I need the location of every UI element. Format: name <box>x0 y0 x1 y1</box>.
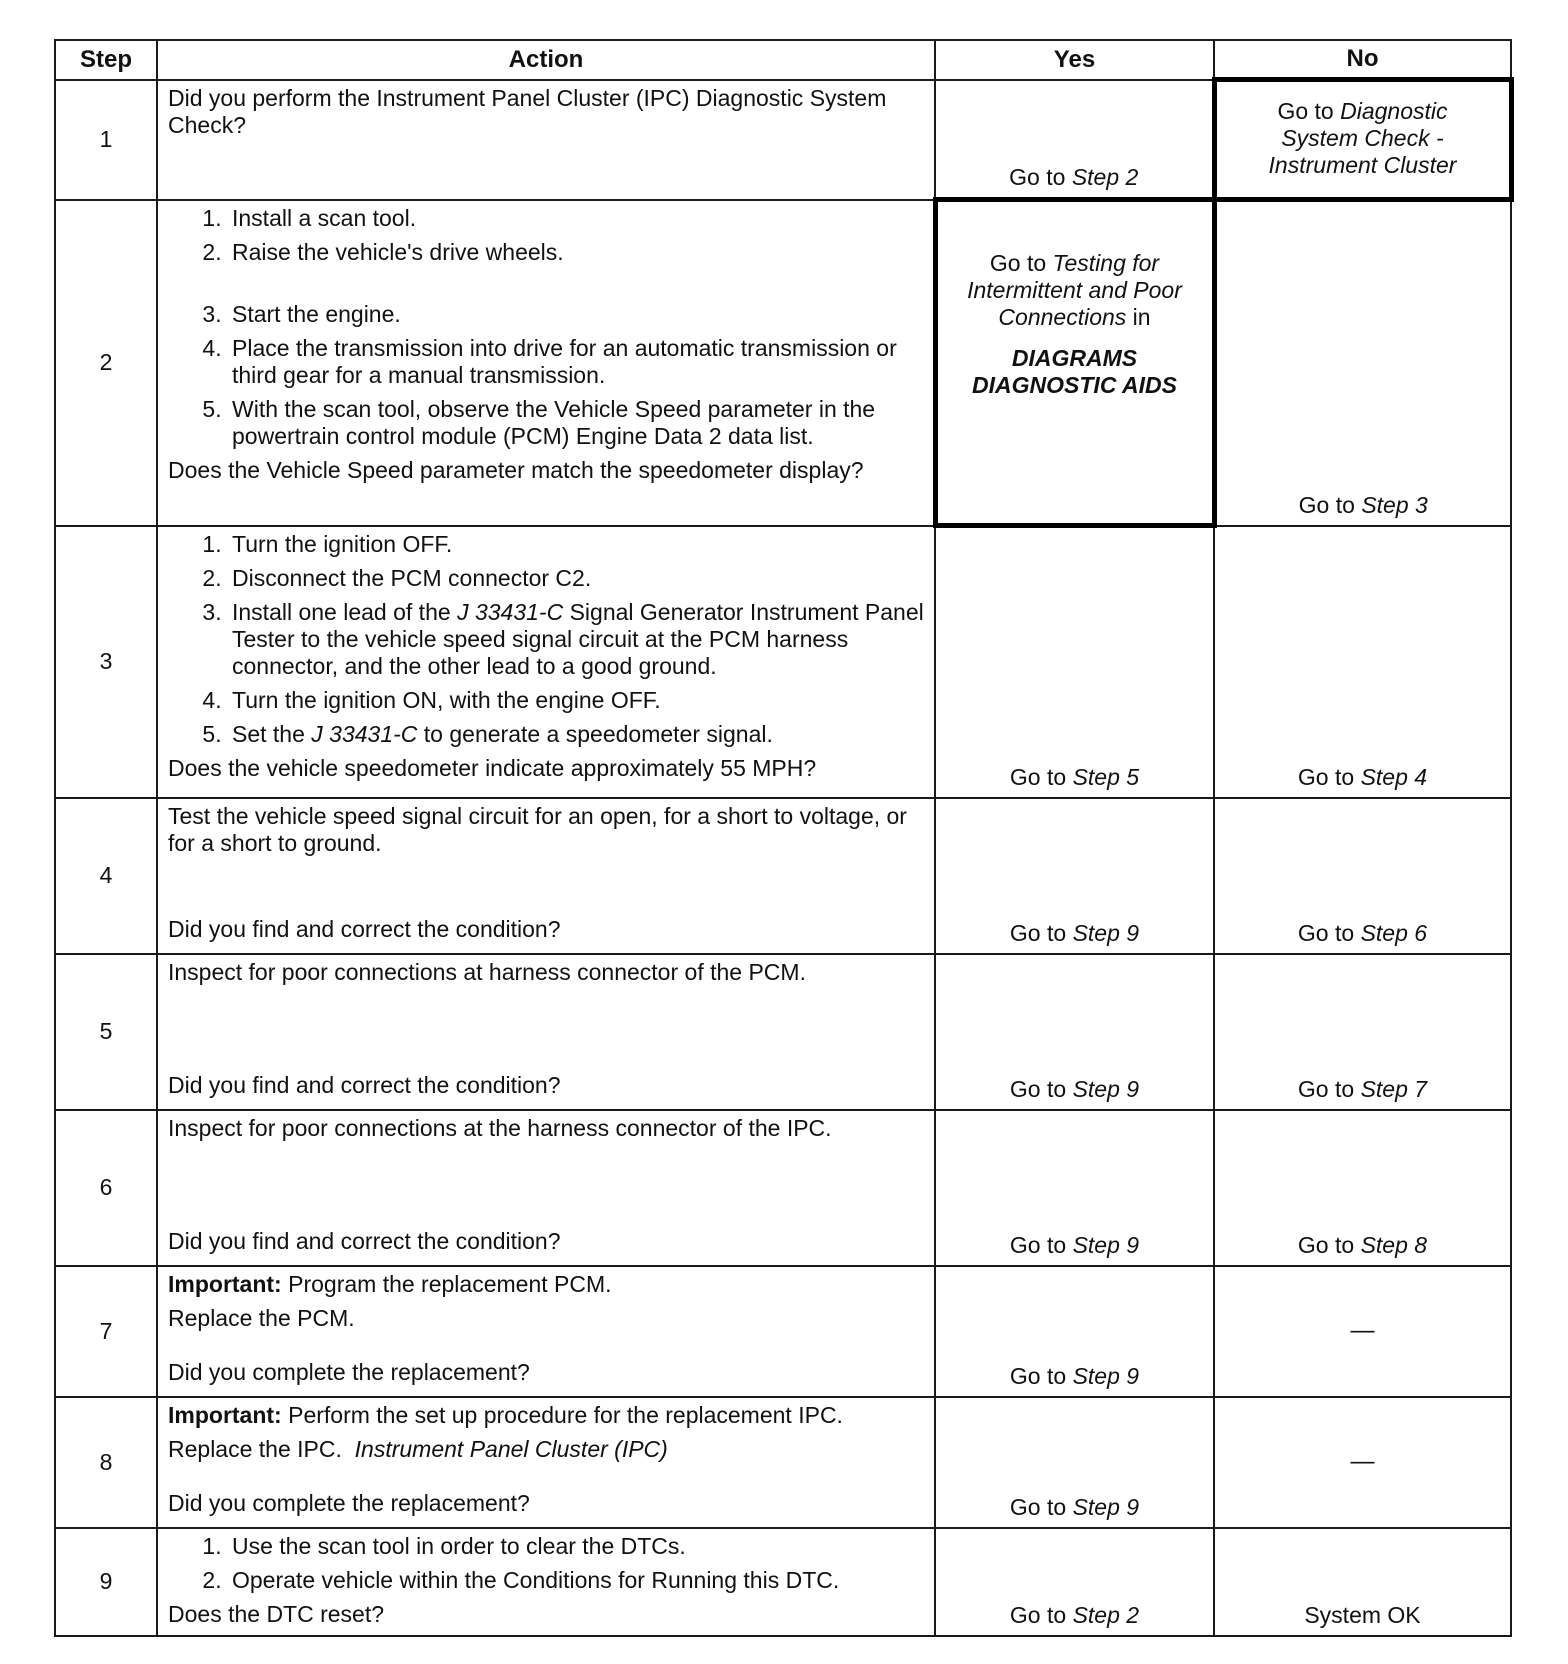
no-cell <box>1214 1397 1511 1528</box>
list-item: 1. Turn the ignition OFF. <box>228 531 924 558</box>
no-cell <box>1214 1528 1511 1636</box>
yes-ref: Intermittent and Poor <box>967 277 1182 303</box>
no-step-ref: Step 8 <box>1360 1231 1428 1258</box>
step-number: 5 <box>55 954 157 1110</box>
action-question: Did you complete the replacement? <box>168 1358 530 1385</box>
yes-step-ref: Step 9 <box>1072 919 1140 946</box>
table-row <box>55 798 1511 954</box>
action-cell <box>157 526 935 798</box>
step-number: 9 <box>55 1528 157 1636</box>
goto-label: Go to <box>1297 763 1355 790</box>
yes-cell <box>935 1397 1214 1528</box>
yes-section: DIAGNOSTIC AIDS <box>972 372 1177 398</box>
important-label: Important: <box>168 1270 282 1297</box>
yes-cell <box>935 1266 1214 1397</box>
important-text: Program the replacement PCM. <box>288 1270 612 1297</box>
no-cell <box>1214 80 1511 200</box>
step-number: 7 <box>55 1266 157 1397</box>
yes-in: in <box>1132 304 1151 330</box>
list-item <box>228 599 924 680</box>
item-text: to generate a speedometer signal. <box>423 720 773 747</box>
action-cell <box>157 1397 935 1528</box>
no-step-ref: Step 6 <box>1360 919 1428 946</box>
goto-label: Go to <box>1009 1231 1067 1258</box>
no-step-ref: Step 3 <box>1361 491 1428 518</box>
goto-label: Go to <box>1009 763 1067 790</box>
table-row <box>55 80 1511 200</box>
yes-cell <box>935 80 1214 200</box>
yes-step-ref: Step 9 <box>1072 1362 1140 1389</box>
item-text: Signal Generator Instrument Panel Tester to the vehicle speed signal circuit at the PCM harness connector, and the other lead to a good ground. <box>232 598 924 679</box>
list-item: 1. Use the scan tool in order to clear the DTCs. <box>228 1533 924 1560</box>
goto-label: Go to <box>1277 98 1334 124</box>
list-item: 2. Disconnect the PCM connector C2. <box>228 565 924 592</box>
yes-cell <box>935 798 1214 954</box>
table-row <box>55 1397 1511 1528</box>
action-text: Test the vehicle speed signal circuit for an open, for a short to voltage, or for a short to ground. <box>168 802 907 856</box>
no-ref: Instrument Cluster <box>1268 152 1457 178</box>
yes-step-ref: Step 2 <box>1072 1601 1140 1628</box>
yes-section: DIAGRAMS <box>1011 345 1138 371</box>
action-cell <box>157 200 935 526</box>
step-list <box>168 531 924 748</box>
list-item: 4. Place the transmission into drive for an automatic transmission or third gear for a manual transmission. <box>228 335 923 389</box>
header-step: Step <box>55 40 157 80</box>
no-cell <box>1214 798 1511 954</box>
table-row <box>55 1266 1511 1397</box>
yes-cell <box>935 954 1214 1110</box>
action-question: Did you find and correct the condition? <box>168 915 561 942</box>
no-dash: — <box>1350 1316 1375 1344</box>
goto-label: Go to <box>1009 1075 1067 1102</box>
no-ref: System Check - <box>1281 125 1444 151</box>
action-question: Did you find and correct the condition? <box>168 1227 561 1254</box>
important-text: Perform the set up procedure for the replacement IPC. <box>288 1401 843 1428</box>
tool-ref: J 33431-C <box>457 598 564 625</box>
yes-step-ref: Step 9 <box>1072 1231 1140 1258</box>
step-number: 4 <box>55 798 157 954</box>
goto-label: Go to <box>1009 164 1066 190</box>
yes-cell <box>935 526 1214 798</box>
header-action: Action <box>157 40 935 80</box>
header-no: No <box>1214 40 1511 80</box>
diagnostic-table <box>54 39 1514 1637</box>
action-cell <box>157 954 935 1110</box>
action-question: Does the Vehicle Speed parameter match the speedometer display? <box>168 456 864 483</box>
action-text: Replace the PCM. <box>168 1304 355 1331</box>
no-cell <box>1214 526 1511 798</box>
goto-label: Go to <box>1009 919 1067 946</box>
yes-ref: Testing for <box>1052 250 1160 276</box>
step-number: 1 <box>55 80 157 200</box>
yes-step-ref: Step 9 <box>1072 1075 1140 1102</box>
step-number: 6 <box>55 1110 157 1266</box>
list-item: 2. Raise the vehicle's drive wheels. <box>228 239 923 266</box>
goto-label: Go to <box>1297 919 1355 946</box>
action-cell <box>157 1110 935 1266</box>
action-cell <box>157 1528 935 1636</box>
goto-label: Go to <box>1009 1362 1067 1389</box>
no-cell <box>1214 1266 1511 1397</box>
goto-label: Go to <box>1009 1601 1067 1628</box>
list-item: 4. Turn the ignition ON, with the engine OFF. <box>228 687 924 714</box>
tool-ref: J 33431-C <box>311 720 418 747</box>
goto-label: Go to <box>989 250 1047 276</box>
yes-step-ref: Step 5 <box>1072 763 1140 790</box>
goto-label: Go to <box>1298 491 1355 518</box>
no-ref: Diagnostic <box>1340 98 1448 124</box>
list-item: 2. Operate vehicle within the Conditions for Running this DTC. <box>228 1567 924 1594</box>
header-yes: Yes <box>935 40 1214 80</box>
step-number: 3 <box>55 526 157 798</box>
action-question: Does the DTC reset? <box>168 1600 385 1627</box>
action-text: Inspect for poor connections at harness connector of the PCM. <box>168 958 806 985</box>
important-label: Important: <box>168 1401 282 1428</box>
goto-label: Go to <box>1297 1231 1355 1258</box>
yes-cell <box>935 1528 1214 1636</box>
no-result: System OK <box>1304 1601 1421 1628</box>
action-text: Did you perform the Instrument Panel Cluster (IPC) Diagnostic System Check? <box>168 84 887 138</box>
list-item: 3. Start the engine. <box>228 301 923 328</box>
action-cell <box>157 80 935 200</box>
no-step-ref: Step 7 <box>1360 1075 1428 1102</box>
list-item: 5. With the scan tool, observe the Vehicle Speed parameter in the powertrain control module (PCM) Engine Data 2 data list. <box>228 396 923 450</box>
list-item <box>228 721 924 748</box>
goto-label: Go to <box>1009 1493 1067 1520</box>
item-text: Set the <box>232 720 305 747</box>
table-row <box>55 526 1511 798</box>
action-text: Inspect for poor connections at the harness connector of the IPC. <box>168 1114 832 1141</box>
yes-ref: Connections <box>998 304 1127 330</box>
action-text: Replace the IPC. <box>168 1435 342 1462</box>
item-text: Install one lead of the <box>232 598 451 625</box>
action-question: Did you complete the replacement? <box>168 1489 530 1516</box>
no-dash: — <box>1350 1447 1375 1475</box>
table-row <box>55 1528 1511 1636</box>
table-row <box>55 1110 1511 1266</box>
no-cell <box>1214 200 1511 526</box>
yes-step-ref: Step 2 <box>1071 164 1139 190</box>
procedure-ref: Instrument Panel Cluster (IPC) <box>354 1435 668 1462</box>
yes-cell <box>935 1110 1214 1266</box>
yes-cell <box>935 200 1214 526</box>
no-cell <box>1214 1110 1511 1266</box>
action-question: Did you find and correct the condition? <box>168 1071 561 1098</box>
action-question: Does the vehicle speedometer indicate approximately 55 MPH? <box>168 754 817 781</box>
step-number: 8 <box>55 1397 157 1528</box>
table-row <box>55 200 1511 526</box>
goto-label: Go to <box>1297 1075 1355 1102</box>
header-row <box>55 40 1511 80</box>
step-list <box>168 205 923 450</box>
step-number: 2 <box>55 200 157 526</box>
yes-step-ref: Step 9 <box>1072 1493 1140 1520</box>
table-row <box>55 954 1511 1110</box>
action-cell <box>157 1266 935 1397</box>
no-cell <box>1214 954 1511 1110</box>
action-cell <box>157 798 935 954</box>
list-item: 1. Install a scan tool. <box>228 205 923 232</box>
no-step-ref: Step 4 <box>1360 763 1428 790</box>
step-list <box>168 1533 924 1594</box>
